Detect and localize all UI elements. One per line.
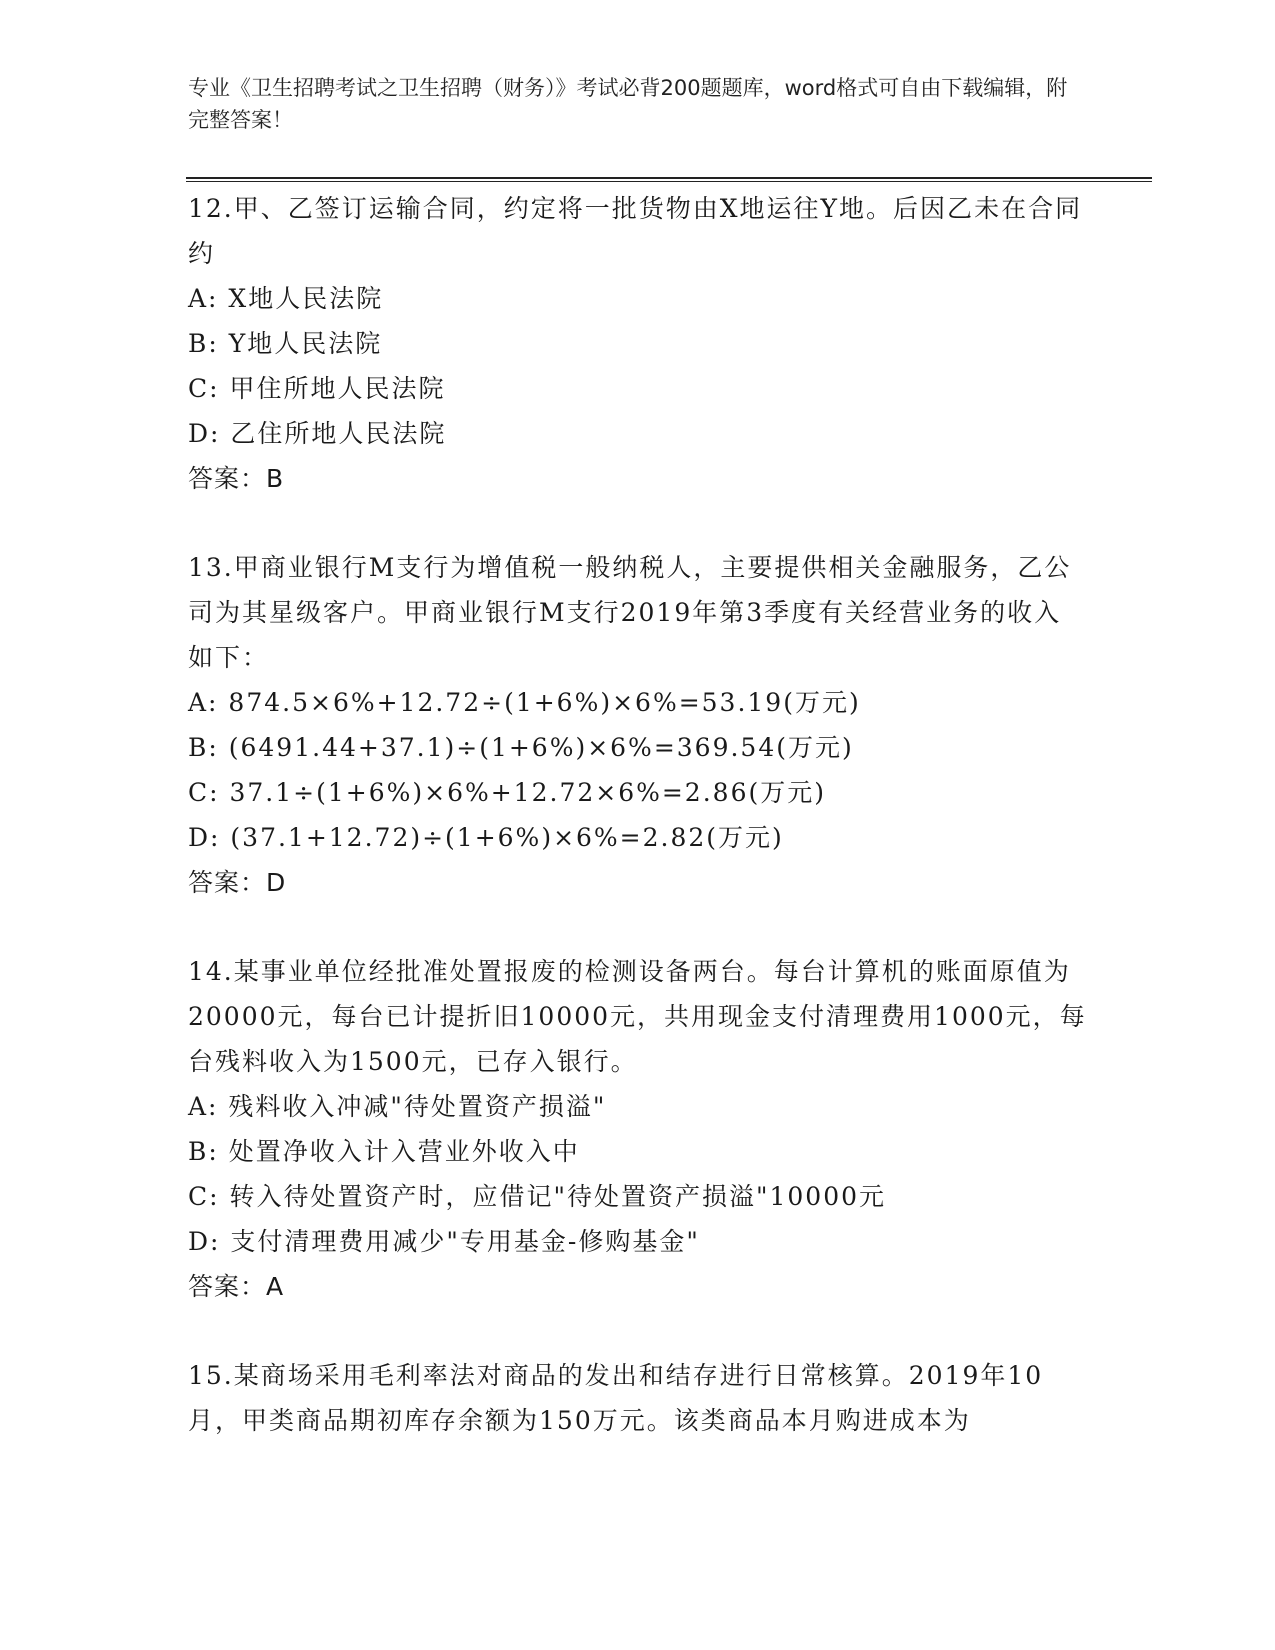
option-b: B: 处置净收入计入营业外收入中 [188,1137,580,1166]
option-a: A: 874.5×6%+12.72÷(1+6%)×6%=53.19(万元) [188,688,861,717]
option-a: A: X地人民法院 [188,284,384,313]
question-14 [188,949,1088,1309]
option-d: D: (37.1+12.72)÷(1+6%)×6%=2.82(万元) [188,823,784,852]
question-text: 13.甲商业银行M支行为增值税一般纳税人，主要提供相关金融服务，乙公司为其星级客户。甲商业银行M支行2019年第3季度有关经营业务的收入如下： [188,553,1072,672]
answer: 答案：B [188,464,285,493]
header-divider [186,177,1152,182]
option-d: D: 支付清理费用减少"专用基金-修购基金" [188,1227,700,1256]
option-c: C: 甲住所地人民法院 [188,374,446,403]
question-text: 14.某事业单位经批准处置报废的检测设备两台。每台计算机的账面原值为20000元，每台已计提折旧10000元，共用现金支付清理费用1000元，每台残料收入为1500元，已存入银行。 [188,957,1087,1076]
option-b: B: (6491.44+37.1)÷(1+6%)×6%=369.54(万元) [188,733,854,762]
option-c: C: 37.1÷(1+6%)×6%+12.72×6%=2.86(万元) [188,778,826,807]
question-15 [188,1353,1088,1443]
question-13 [188,545,1088,905]
document-header: 专业《卫生招聘考试之卫生招聘（财务）》考试必背200题题库，word格式可自由下载编辑，附完整答案！ [188,76,1068,132]
question-list [188,186,1088,1487]
answer: 答案：D [188,868,287,897]
option-c: C: 转入待处置资产时，应借记"待处置资产损溢"10000元 [188,1182,887,1211]
question-text: 12.甲、乙签订运输合同，约定将一批货物由X地运往Y地。后因乙未在合同约 [188,194,1083,268]
question-12 [188,186,1088,501]
option-a: A: 残料收入冲减"待处置资产损溢" [188,1092,607,1121]
option-b: B: Y地人民法院 [188,329,383,358]
option-d: D: 乙住所地人民法院 [188,419,447,448]
answer: 答案：A [188,1272,285,1301]
question-text: 15.某商场采用毛利率法对商品的发出和结存进行日常核算。2019年10月，甲类商品期初库存余额为150万元。该类商品本月购进成本为 [188,1361,1044,1435]
